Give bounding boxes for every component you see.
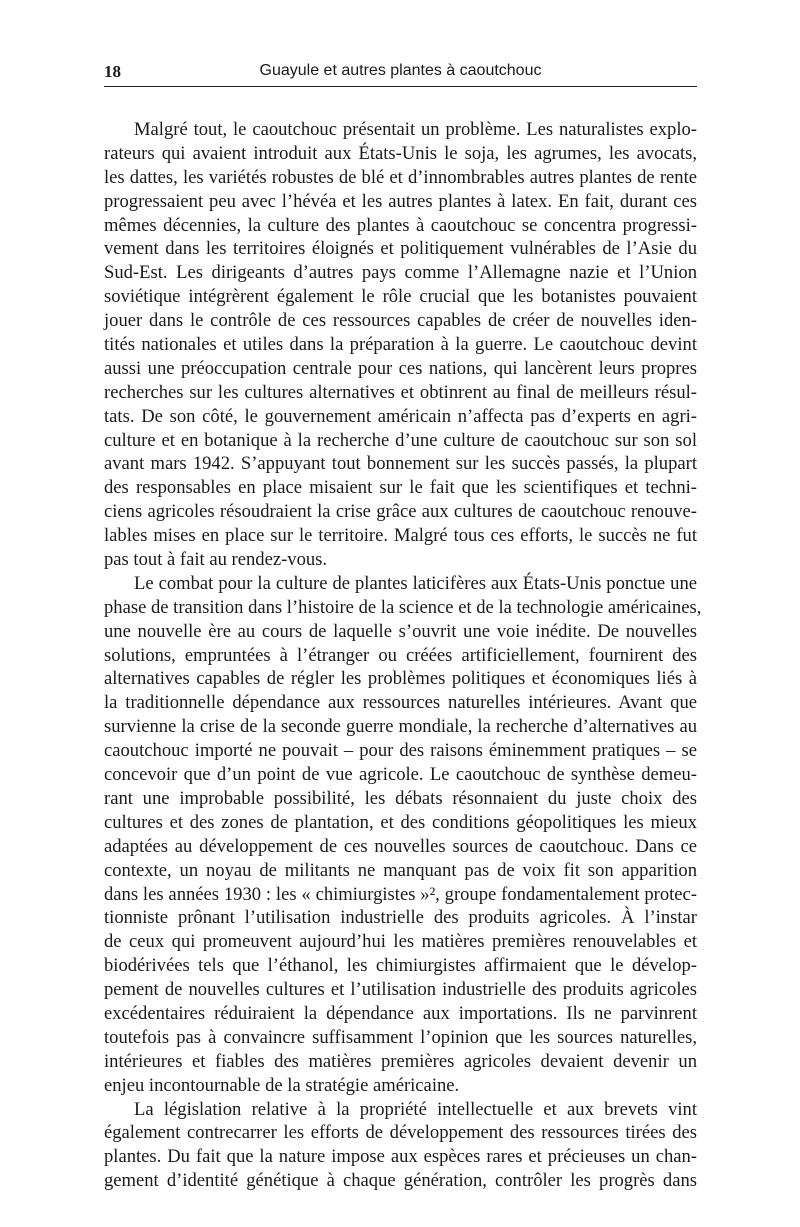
text-line: alternatives capables de régler les problèmes politiques et économiques liés à [104,668,697,690]
text-line: de ceux qui promeuvent aujourd’hui les matières premières renouvelables et [104,931,697,953]
text-line: caoutchouc importé ne pouvait – pour des raisons éminemment pratiques – se [104,740,697,762]
text-line: une nouvelle ère au cours de laquelle s’ouvrit une voie inédite. De nouvelles [104,620,697,642]
text-line: également contrecarrer les efforts de développement des ressources tirées des [104,1122,697,1144]
text-line: soviétique intégrèrent également le rôle crucial que les botanistes pouvaient [104,286,697,308]
paragraph [104,118,697,572]
text-line: pement de nouvelles cultures et l’utilisation industrielle des produits agricoles [104,979,697,1001]
text-line: mêmes décennies, la culture des plantes à caoutchouc se concentra progressi- [104,214,697,236]
text-line: Le combat pour la culture de plantes laticifères aux États-Unis ponctue une [134,572,697,594]
text-line: Sud-Est. Les dirigeants d’autres pays comme l’Allemagne nazie et l’Union [104,262,697,284]
text-line: solutions, empruntées à l’étranger ou créées artificiellement, fournirent des [104,644,697,666]
text-line: ciens agricoles résoudraient la crise grâce aux cultures de caoutchouc renouve- [104,501,697,523]
text-line: toutefois pas à convaincre suffisamment l’opinion que les sources naturelles, [104,1026,697,1048]
text-line: dans les années 1930 : les « chimiurgistes »², groupe fondamentalement protec- [104,883,697,905]
text-line: tités nationales et utiles dans la préparation à la guerre. Le caoutchouc devint [104,334,697,356]
text-line: enjeu incontournable de la stratégie américaine. [104,1074,460,1096]
text-line: avant mars 1942. S’appuyant tout bonnement sur les succès passés, la plupart [104,453,697,475]
text-line: adaptées au développement de ces nouvelles sources de caoutchouc. Dans ce [104,835,697,857]
text-line: contexte, un noyau de militants ne manquant pas de voix fit son apparition [104,859,697,881]
text-line: survienne la crise de la seconde guerre mondiale, la recherche d’alternatives au [104,716,697,738]
text-line: les dattes, les variétés robustes de blé et d’innombrables autres plantes de rente [104,166,697,188]
text-line: rateurs qui avaient introduit aux États-Unis le soja, les agrumes, les avocats, [104,142,697,164]
text-line: lables mises en place sur le territoire. Malgré tous ces efforts, le succès ne fut [104,525,697,547]
text-line: aussi une préoccupation centrale pour ces nations, qui lancèrent leurs propres [104,357,697,379]
body-text [104,118,702,1193]
paragraph [104,1098,697,1194]
text-line: jouer dans le contrôle de ces ressources capables de créer de nouvelles iden- [104,310,697,332]
text-line: vement dans les territoires éloignés et politiquement vulnérables de l’Asie du [104,238,697,260]
text-line: biodérivées tels que l’éthanol, les chimiurgistes affirmaient que le dévelop- [104,955,697,977]
text-line: des responsables en place misaient sur le fait que les scientifiques et techni- [104,477,697,499]
running-title: Guayule et autres plantes à caoutchouc [259,62,542,79]
text-line: rant une improbable possibilité, les débats résonnaient du juste choix des [104,787,697,809]
text-line: concevoir que d’un point de vue agricole. Le caoutchouc de synthèse demeu- [104,764,697,786]
text-line: cultures et des zones de plantation, et des conditions géopolitiques les mieux [104,811,697,833]
text-line: phase de transition dans l’histoire de la science et de la technologie américaines, [104,596,702,618]
text-line: intérieures et fiables des matières premières agricoles devaient devenir un [104,1050,697,1072]
text-line: excédentaires réduiraient la dépendance aux importations. Ils ne parvinrent [104,1002,697,1024]
text-line: recherches sur les cultures alternatives et obtinrent au final de meilleurs résul- [104,381,697,403]
page-number: 18 [104,62,121,81]
text-line: progressaient peu avec l’hévéa et les autres plantes à latex. En fait, durant ces [104,190,697,212]
paragraph [104,572,702,1098]
text-line: tionniste prônant l’utilisation industrielle des produits agricoles. À l’instar [104,907,697,929]
text-line: tats. De son côté, le gouvernement américain n’affecta pas d’experts en agri- [104,405,697,427]
text-line: gement d’identité génétique à chaque génération, contrôler les progrès dans [104,1170,697,1192]
text-line: culture et en botanique à la recherche d’une culture de caoutchouc sur son sol [104,429,697,451]
text-line: la traditionnelle dépendance aux ressources naturelles intérieures. Avant que [104,692,697,714]
text-line: La législation relative à la propriété intellectuelle et aux brevets vint [134,1098,697,1120]
text-line: Malgré tout, le caoutchouc présentait un problème. Les naturalistes explo- [134,119,697,140]
text-line: plantes. Du fait que la nature impose aux espèces rares et précieuses un chan- [104,1146,697,1168]
text-line: pas tout à fait au rendez-vous. [104,549,328,571]
running-header [104,60,697,87]
